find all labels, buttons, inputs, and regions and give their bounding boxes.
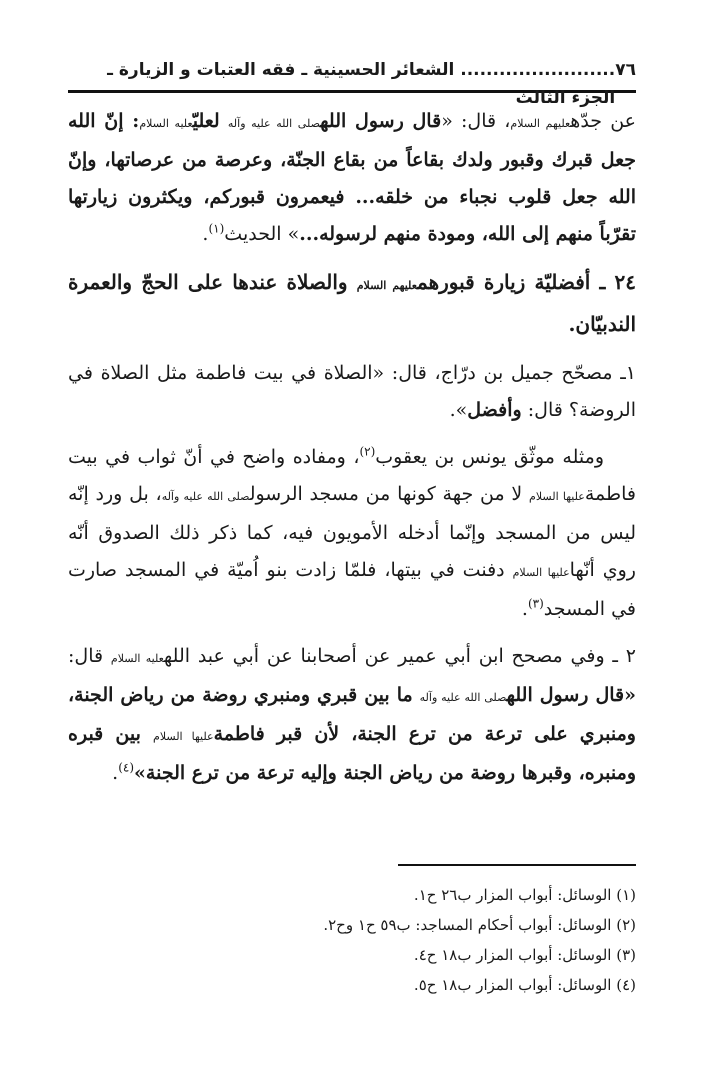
footnote-ref: (٤) (118, 760, 135, 775)
page-body (68, 56, 636, 802)
honorific: عليهم السلام (510, 117, 571, 130)
footnote-ref: (٢) (359, 444, 376, 459)
honorific: صلى الله عليه وآله (161, 490, 250, 503)
footnote-4: (٤) الوسائل: أبواب المزار ب١٨ ح٥. (413, 976, 636, 994)
footnote-ref: (١) (208, 221, 225, 236)
honorific: عليه السلام (110, 652, 164, 665)
running-header (68, 56, 636, 108)
running-title: ........................ الشعائر الحسينية ـ فقه العتبات و الزيارة ـ الجزء الثالث (107, 60, 616, 108)
footnote-1: (١) الوسائل: أبواب المزار ب٢٦ ح١. (413, 886, 636, 904)
footnote-2: (٢) الوسائل: أبواب أحكام المساجد: ب٥٩ ح١ وح٢. (323, 916, 636, 934)
paragraph-item-2: ٢ ـ وفي مصحح ابن أبي عمير عن أصحابنا عن أبي عبد اللهعليه السلام قال: «قال رسول اللهصلى الله عليه وآله ما بين قبري ومنبري روضة من رياض الجنة، ومنبري على ترعة من ترع الجنة، لأن قبر فاطمةعليها السلام بين قبره ومنبره، وقبرها روضة من رياض الجنة وإليه ترعة من ترع الجنة»$^{(٤)}$. (68, 645, 637, 784)
honorific: عليهم السلام (356, 279, 418, 292)
page-number: ٧٦ (615, 60, 636, 80)
section-heading-24: ٢٤ ـ أفضليّة زيارة قبورهمعليهم السلام والصلاة عندها على الحجّ والعمرة الندبيّان. (68, 270, 637, 336)
footnote-ref: (٣) (527, 596, 544, 611)
honorific: عليه السلام (139, 117, 193, 130)
paragraph-hadith-1: عن جدّهعليهم السلام، قال: «قال رسول اللهصلى الله عليه وآله لعليّعليه السلام: إنّ الله جعل قبرك وقبور ولدك بقاعاً من بقاع الجنّة، وعرصة من عرصاتها، وإنّ الله جعل قلوب نجباء من خلقه... فيعمرون قبوركم، ويكثرون زيارتها تقرّباً منهم إلى الله، ومودة منهم لرسوله...» الحديث$^{(١)}$. (68, 110, 637, 245)
honorific: عليها السلام (529, 490, 585, 503)
honorific: عليها السلام (512, 566, 570, 579)
paragraph-item-1: ١ـ مصحّح جميل بن درّاج، قال: «الصلاة في بيت فاطمة مثل الصلاة في الروضة؟ قال: وأفضل». (68, 362, 636, 421)
footnote-rule (398, 864, 636, 866)
honorific: صلى الله عليه وآله (227, 117, 321, 130)
honorific: عليها السلام (153, 730, 214, 743)
honorific: صلى الله عليه وآله (419, 691, 507, 704)
footnotes (68, 880, 636, 1000)
paragraph-commentary: ومثله موثّق يونس بن يعقوب$^{(٢)}$، ومفاده واضح في أنّ ثواب في بيت فاطمةعليها السلام لا من جهة كونها من مسجد الرسولصلى الله عليه وآله، بل ورد إنّه ليس من المسجد وإنّما أدخله الأمويون فيه، كما ذكر ذلك الصدوق أنّه روي أنّهاعليها السلام دفنت في بيتها، فلمّا زادت بنو اُميّة في المسجد صارت في المسجد$^{(٣)}$. (68, 444, 636, 620)
footnote-3: (٣) الوسائل: أبواب المزار ب١٨ ح٤. (413, 946, 636, 964)
